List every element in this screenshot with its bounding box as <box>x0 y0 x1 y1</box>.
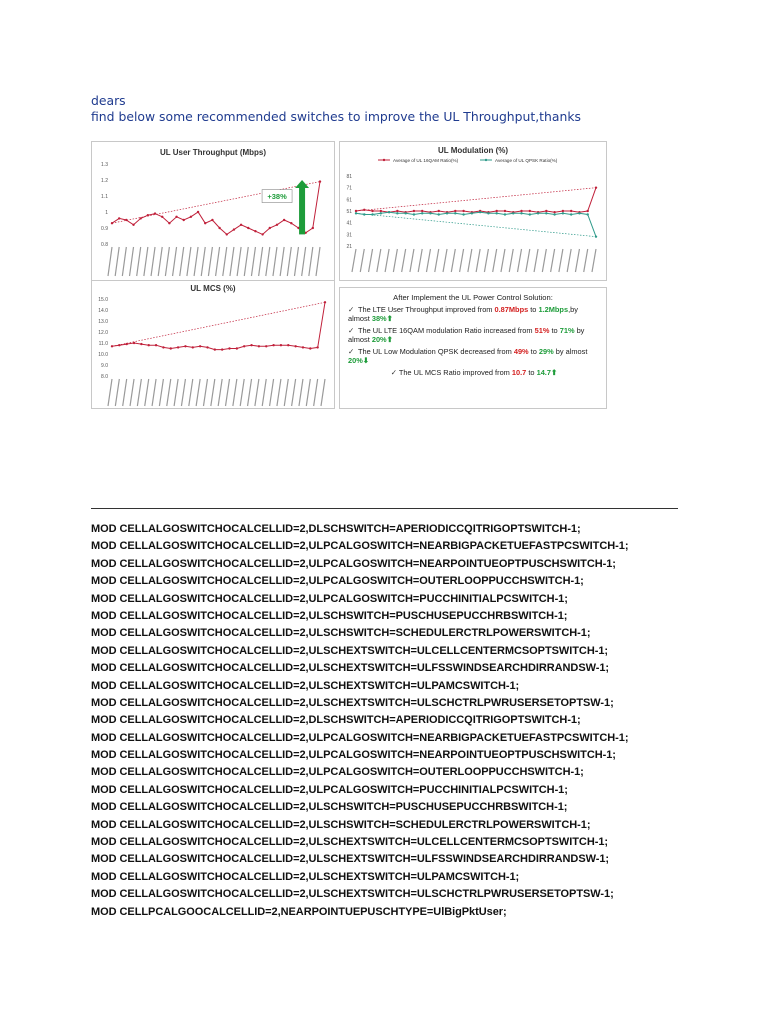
intro-text <box>91 93 581 125</box>
x-tick-label <box>280 247 284 276</box>
command-line: MOD CELLALGOSWITCHOCALCELLID=2,ULPCALGOSWITCH=OUTERLOOPPUCCHSWITCH-1; <box>91 766 584 779</box>
x-tick-label <box>211 379 215 406</box>
y-tick-label: 8.0 <box>101 374 108 380</box>
data-point <box>380 212 382 214</box>
data-point <box>168 222 170 224</box>
data-point <box>462 213 464 215</box>
x-tick-label <box>251 247 255 276</box>
x-tick-label <box>137 247 141 276</box>
x-tick-label <box>262 379 266 406</box>
data-point <box>118 344 120 346</box>
data-point <box>421 212 423 214</box>
command-line: MOD CELLALGOSWITCHOCALCELLID=2,ULPCALGOSWITCH=NEARPOINTUEOPTPUSCHSWITCH-1; <box>91 557 616 570</box>
check-icon: ✓ <box>348 347 355 356</box>
chart-title: UL MCS (%) <box>190 284 236 293</box>
data-point <box>204 222 206 224</box>
ul-throughput-plot <box>92 142 336 282</box>
trend-line <box>112 302 325 346</box>
data-point <box>254 230 256 232</box>
x-tick-label <box>369 249 373 272</box>
data-point <box>587 213 589 215</box>
x-tick-label <box>130 247 134 276</box>
data-point <box>504 210 506 212</box>
command-line: MOD CELLALGOSWITCHOCALCELLID=2,DLSCHSWITCH=APERIODICCQITRIGOPTSWITCH-1; <box>91 523 581 535</box>
x-tick-label <box>484 249 488 272</box>
y-tick-label: 61 <box>346 197 352 204</box>
trend-line <box>356 213 596 236</box>
command-line: MOD CELLALGOSWITCHOCALCELLID=2,ULPCALGOSWITCH=NEARBIGPACKETUEFASTPCSWITCH-1; <box>91 540 629 553</box>
x-tick-label <box>559 249 563 272</box>
y-tick-label: 11.0 <box>98 341 108 347</box>
check-icon: ✓ <box>348 326 355 335</box>
x-tick-label <box>159 379 163 406</box>
data-point <box>363 209 365 211</box>
x-tick-label <box>145 379 149 406</box>
data-point <box>388 211 390 213</box>
command-line: MOD CELLALGOSWITCHOCALCELLID=2,ULPCALGOSWITCH=OUTERLOOPPUCCHSWITCH-1; <box>91 575 584 588</box>
data-point <box>190 216 192 218</box>
x-tick-label <box>299 379 303 406</box>
data-point <box>578 212 580 214</box>
x-tick-label <box>233 379 237 406</box>
x-tick-label <box>584 249 588 272</box>
x-tick-label <box>144 247 148 276</box>
data-point <box>294 345 296 347</box>
data-point <box>287 344 289 346</box>
data-point <box>512 212 514 214</box>
data-point <box>471 212 473 214</box>
x-tick-label <box>592 249 596 272</box>
data-point <box>438 213 440 215</box>
x-tick-label <box>189 379 193 406</box>
data-point <box>243 345 245 347</box>
x-tick-label <box>174 379 178 406</box>
x-tick-label <box>410 249 414 272</box>
data-point <box>155 344 157 346</box>
data-point <box>355 212 357 214</box>
y-tick-label: 31 <box>346 232 352 239</box>
x-tick-label <box>309 247 313 276</box>
data-point <box>363 213 365 215</box>
x-tick-label <box>435 249 439 272</box>
y-tick-label: 21 <box>346 244 352 250</box>
x-tick-label <box>277 379 281 406</box>
x-tick-label <box>542 249 546 272</box>
data-point <box>553 213 555 215</box>
x-tick-label <box>259 247 263 276</box>
summary-item-throughput: ✓ The LTE User Throughput improved from 0.87Mbps to 1.2Mbps,by almost 38%⬆ <box>348 305 578 323</box>
y-tick-label: 9.0 <box>101 363 108 369</box>
arrow-up-icon: ⬆ <box>386 314 393 323</box>
data-point <box>529 213 531 215</box>
data-point <box>228 347 230 349</box>
x-tick-label <box>451 249 455 272</box>
x-tick-label <box>130 379 134 406</box>
command-line: MOD CELLALGOSWITCHOCALCELLID=2,ULSCHEXTSWITCH=ULSCHCTRLPWRUSERSETOPTSW-1; <box>91 888 614 901</box>
x-tick-label <box>501 249 505 272</box>
x-tick-label <box>518 249 522 272</box>
data-point <box>276 224 278 226</box>
command-line: MOD CELLALGOSWITCHOCALCELLID=2,ULPCALGOSWITCH=PUCCHINITIALPCSWITCH-1; <box>91 783 568 796</box>
data-point <box>161 216 163 218</box>
legend-swatch <box>485 159 487 161</box>
ul-modulation-plot <box>340 142 608 282</box>
data-point <box>545 210 547 212</box>
data-point <box>218 227 220 229</box>
x-tick-label <box>292 379 296 406</box>
x-tick-label <box>426 249 430 272</box>
summary-item-16qam: ✓ The UL LTE 16QAM modulation Ratio increased from 51% to 71% by almost 20%⬆ <box>348 326 585 344</box>
greeting: dears <box>91 93 126 108</box>
x-tick-label <box>509 249 513 272</box>
x-tick-label <box>216 247 220 276</box>
data-point <box>236 347 238 349</box>
data-point <box>487 212 489 214</box>
data-point <box>454 210 456 212</box>
check-icon: ✓ <box>390 368 397 377</box>
x-tick-label <box>460 249 464 272</box>
x-tick-label <box>294 247 298 276</box>
data-point <box>111 345 113 347</box>
x-tick-label <box>284 379 288 406</box>
command-line: MOD CELLALGOSWITCHOCALCELLID=2,ULSCHSWITCH=SCHEDULERCTRLPOWERSWITCH-1; <box>91 818 591 831</box>
x-tick-label <box>468 249 472 272</box>
legend-entry: Average of UL QPSK Ratio(%) <box>495 158 558 163</box>
x-tick-label <box>316 247 320 276</box>
data-point <box>280 344 282 346</box>
x-tick-label <box>237 247 241 276</box>
data-point <box>396 210 398 212</box>
y-tick-label: 15.0 <box>98 297 108 303</box>
x-tick-label <box>385 249 389 272</box>
data-point <box>247 227 249 229</box>
x-tick-label <box>201 247 205 276</box>
data-point <box>162 346 164 348</box>
x-tick-label <box>223 247 227 276</box>
data-point <box>154 212 156 214</box>
command-line: MOD CELLALGOSWITCHOCALCELLID=2,ULSCHEXTSWITCH=ULPAMCSWITCH-1; <box>91 679 520 692</box>
x-tick-label <box>173 247 177 276</box>
data-point <box>192 346 194 348</box>
x-tick-label <box>152 379 156 406</box>
data-point <box>272 344 274 346</box>
data-point <box>562 212 564 214</box>
x-tick-label <box>493 249 497 272</box>
summary-heading: After Implement the UL Power Control Solution: <box>393 293 553 302</box>
data-point <box>495 212 497 214</box>
x-tick-label <box>226 379 230 406</box>
x-tick-label <box>393 249 397 272</box>
y-tick-label: 13.0 <box>98 319 108 325</box>
legend-entry: Average of UL 16QAM Ratio(%) <box>393 158 459 163</box>
ul-mcs-chart <box>91 280 335 409</box>
data-point <box>595 235 597 237</box>
x-tick-label <box>418 249 422 272</box>
summary-item-qpsk: ✓ The UL Low Modulation QPSK decreased from 49% to 29% by almost 20%⬇ <box>348 347 588 365</box>
series-line <box>112 302 325 349</box>
data-point <box>446 212 448 214</box>
chart-title: UL User Throughput (Mbps) <box>159 148 267 157</box>
x-tick-label <box>122 247 126 276</box>
x-tick-label <box>240 379 244 406</box>
data-point <box>570 210 572 212</box>
y-tick-label: 12.0 <box>98 330 108 336</box>
y-tick-label: 71 <box>346 185 352 192</box>
x-tick-label <box>443 249 447 272</box>
arrow-down-icon: ⬇ <box>362 356 369 365</box>
x-tick-label <box>151 247 155 276</box>
data-point <box>175 216 177 218</box>
data-point <box>184 345 186 347</box>
command-line: MOD CELLALGOSWITCHOCALCELLID=2,ULSCHEXTSWITCH=ULPAMCSWITCH-1; <box>91 870 520 883</box>
data-point <box>125 219 127 221</box>
data-point <box>240 224 242 226</box>
x-tick-label <box>196 379 200 406</box>
data-point <box>199 345 201 347</box>
x-tick-label <box>306 379 310 406</box>
x-tick-label <box>115 247 119 276</box>
data-point <box>125 343 127 345</box>
data-point <box>226 233 228 235</box>
x-tick-label <box>230 247 234 276</box>
data-point <box>429 212 431 214</box>
x-tick-label <box>287 247 291 276</box>
data-point <box>221 348 223 350</box>
command-line: MOD CELLALGOSWITCHOCALCELLID=2,ULSCHEXTSWITCH=ULCELLCENTERMCSOPTSWITCH-1; <box>91 836 609 849</box>
command-list <box>91 521 628 921</box>
data-point <box>197 211 199 213</box>
intro-message: find below some recommended switches to improve the UL Throughput,thanks <box>91 109 581 124</box>
data-point <box>504 213 506 215</box>
command-line: MOD CELLALGOSWITCHOCALCELLID=2,ULSCHEXTSWITCH=ULFSSWINDSEARCHDIRRANDSW-1; <box>91 853 610 866</box>
data-point <box>553 211 555 213</box>
data-point <box>111 222 113 224</box>
data-point <box>309 347 311 349</box>
data-point <box>380 210 382 212</box>
data-point <box>529 210 531 212</box>
data-point <box>454 212 456 214</box>
ul-throughput-chart <box>91 141 335 281</box>
x-tick-label <box>167 379 171 406</box>
command-line: MOD CELLALGOSWITCHOCALCELLID=2,ULSCHSWITCH=SCHEDULERCTRLPOWERSWITCH-1; <box>91 627 591 640</box>
data-point <box>283 219 285 221</box>
x-tick-label <box>158 247 162 276</box>
y-tick-label: 1.1 <box>101 194 108 200</box>
data-point <box>404 212 406 214</box>
data-point <box>214 348 216 350</box>
data-point <box>520 210 522 212</box>
data-point <box>177 346 179 348</box>
x-tick-label <box>244 247 248 276</box>
data-point <box>269 227 271 229</box>
annotation-label: +38% <box>267 192 287 202</box>
data-point <box>302 346 304 348</box>
y-tick-label: 41 <box>346 220 352 227</box>
x-tick-label <box>208 247 212 276</box>
ul-modulation-chart <box>339 141 607 281</box>
data-point <box>316 346 318 348</box>
data-point <box>258 345 260 347</box>
data-point <box>371 213 373 215</box>
x-tick-label <box>165 247 169 276</box>
data-point <box>562 210 564 212</box>
arrow-up-icon: ⬆ <box>386 335 393 344</box>
data-point <box>570 213 572 215</box>
data-point <box>133 342 135 344</box>
x-tick-label <box>218 379 222 406</box>
x-tick-label <box>314 379 318 406</box>
data-point <box>211 219 213 221</box>
x-tick-label <box>270 379 274 406</box>
chart-title: UL Modulation (%) <box>437 146 509 155</box>
x-tick-label <box>203 379 207 406</box>
command-line: MOD CELLALGOSWITCHOCALCELLID=2,ULSCHSWITCH=PUSCHUSEPUCCHRBSWITCH-1; <box>91 801 568 814</box>
data-point <box>438 210 440 212</box>
x-tick-label <box>248 379 252 406</box>
data-point <box>413 210 415 212</box>
y-tick-label: 51 <box>346 209 352 215</box>
command-line: MOD CELLALGOSWITCHOCALCELLID=2,ULSCHEXTSWITCH=ULSCHCTRLPWRUSERSETOPTSW-1; <box>91 696 614 709</box>
command-line: MOD CELLALGOSWITCHOCALCELLID=2,ULPCALGOSWITCH=PUCCHINITIALPCSWITCH-1; <box>91 592 568 605</box>
data-point <box>206 346 208 348</box>
arrow-up-icon: ⬆ <box>550 368 558 377</box>
arrow-up-icon <box>299 188 305 234</box>
data-point <box>413 213 415 215</box>
x-tick-label <box>255 379 259 406</box>
x-tick-label <box>273 247 277 276</box>
data-point <box>421 210 423 212</box>
data-point <box>371 210 373 212</box>
horizontal-divider <box>91 508 678 509</box>
data-point <box>355 210 357 212</box>
data-point <box>118 217 120 219</box>
data-point <box>324 301 326 303</box>
data-point <box>233 228 235 230</box>
command-line: MOD CELLALGOSWITCHOCALCELLID=2,DLSCHSWITCH=APERIODICCQITRIGOPTSWITCH-1; <box>91 714 581 727</box>
legend-swatch <box>383 159 385 161</box>
data-point <box>595 186 597 188</box>
x-tick-label <box>108 247 112 276</box>
check-icon: ✓ <box>348 305 355 314</box>
x-tick-label <box>137 379 141 406</box>
data-point <box>520 212 522 214</box>
x-tick-label <box>402 249 406 272</box>
command-line: MOD CELLALGOSWITCHOCALCELLID=2,ULPCALGOSWITCH=NEARBIGPACKETUEFASTPCSWITCH-1; <box>91 731 629 744</box>
data-point <box>170 347 172 349</box>
trend-line <box>356 188 596 211</box>
data-point <box>147 214 149 216</box>
x-tick-label <box>567 249 571 272</box>
y-tick-label: 81 <box>346 174 352 180</box>
data-point <box>545 212 547 214</box>
x-tick-label <box>181 379 185 406</box>
x-tick-label <box>575 249 579 272</box>
y-tick-label: 10.0 <box>98 352 108 358</box>
data-point <box>148 344 150 346</box>
x-tick-label <box>534 249 538 272</box>
data-point <box>132 224 134 226</box>
data-point <box>319 180 321 182</box>
x-tick-label <box>194 247 198 276</box>
x-tick-label <box>352 249 356 272</box>
x-tick-label <box>526 249 530 272</box>
data-point <box>537 212 539 214</box>
command-line: MOD CELLPCALGOOCALCELLID=2,NEARPOINTUEPUSCHTYPE=UlBigPktUser; <box>91 905 507 918</box>
x-tick-label <box>180 247 184 276</box>
command-line: MOD CELLALGOSWITCHOCALCELLID=2,ULPCALGOSWITCH=NEARPOINTUEOPTPUSCHSWITCH-1; <box>91 749 616 762</box>
x-tick-label <box>123 379 127 406</box>
data-point <box>265 345 267 347</box>
x-tick-label <box>187 247 191 276</box>
x-tick-label <box>302 247 306 276</box>
y-tick-label: 1.2 <box>101 178 108 184</box>
command-line: MOD CELLALGOSWITCHOCALCELLID=2,ULSCHSWITCH=PUSCHUSEPUCCHRBSWITCH-1; <box>91 609 568 622</box>
command-line: MOD CELLALGOSWITCHOCALCELLID=2,ULSCHEXTSWITCH=ULCELLCENTERMCSOPTSWITCH-1; <box>91 644 609 657</box>
x-tick-label <box>476 249 480 272</box>
summary-item-mcs: ✓ The UL MCS Ratio improved from 10.7 to 14.7⬆ <box>390 368 558 377</box>
data-point <box>312 227 314 229</box>
x-tick-label <box>115 379 119 406</box>
ul-mcs-plot <box>92 281 336 410</box>
data-point <box>462 210 464 212</box>
summary-box <box>339 287 607 409</box>
data-point <box>261 233 263 235</box>
x-tick-label <box>266 247 270 276</box>
x-tick-label <box>321 379 325 406</box>
data-point <box>183 219 185 221</box>
data-point <box>140 343 142 345</box>
y-tick-label: 1.3 <box>101 162 108 168</box>
data-point <box>495 210 497 212</box>
data-point <box>290 222 292 224</box>
data-point <box>587 210 589 212</box>
x-tick-label <box>108 379 112 406</box>
x-tick-label <box>360 249 364 272</box>
x-tick-label <box>377 249 381 272</box>
command-line: MOD CELLALGOSWITCHOCALCELLID=2,ULSCHEXTSWITCH=ULFSSWINDSEARCHDIRRANDSW-1; <box>91 662 610 675</box>
data-point <box>396 212 398 214</box>
y-tick-label: 14.0 <box>98 308 108 314</box>
y-tick-label: 1 <box>105 210 108 216</box>
y-tick-label: 0.9 <box>101 226 108 232</box>
data-point <box>250 344 252 346</box>
y-tick-label: 0.8 <box>101 242 108 248</box>
x-tick-label <box>551 249 555 272</box>
data-point <box>479 211 481 213</box>
data-point <box>139 217 141 219</box>
